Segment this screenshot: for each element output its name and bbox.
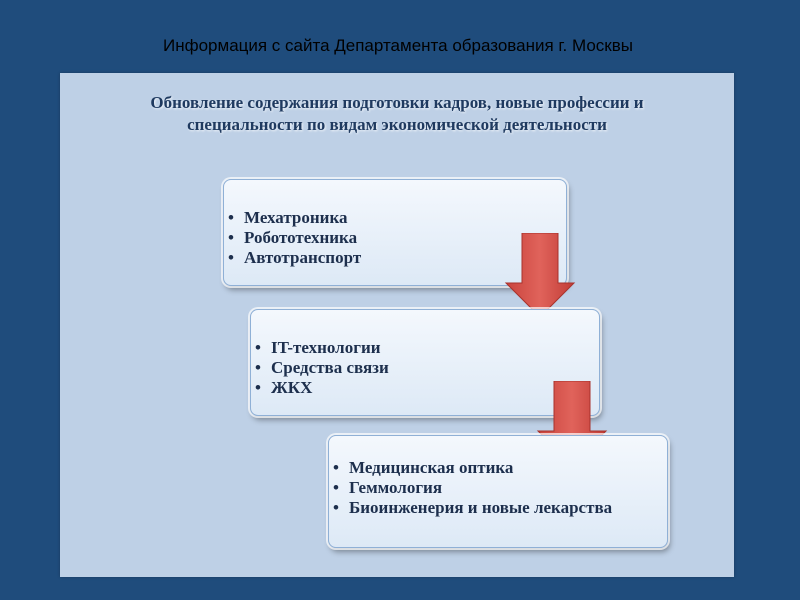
list-item: • IT-технологии bbox=[251, 338, 599, 358]
slide-heading-line2: специальности по видам экономической деятельности bbox=[187, 115, 607, 134]
list-item: • Средства связи bbox=[251, 358, 599, 378]
list-item: • Геммология bbox=[329, 478, 667, 498]
profession-box-3 bbox=[328, 435, 668, 548]
slide-panel bbox=[60, 73, 734, 577]
list-item: • Медицинская оптика bbox=[329, 458, 667, 478]
list-item: • Мехатроника bbox=[224, 208, 566, 228]
list-item: • Автотранспорт bbox=[224, 248, 566, 268]
slide-caption: Информация с сайта Департамента образования г. Москвы bbox=[163, 36, 633, 55]
slide-heading bbox=[60, 92, 734, 136]
list-item: • ЖКХ bbox=[251, 378, 599, 398]
list-item: • Робототехника bbox=[224, 228, 566, 248]
profession-list-3 bbox=[329, 436, 667, 518]
slide-heading-line1: Обновление содержания подготовки кадров, новые профессии и bbox=[150, 93, 644, 112]
list-item: • Биоинженерия и новые лекарства bbox=[329, 498, 667, 518]
down-arrow-icon bbox=[504, 233, 576, 319]
